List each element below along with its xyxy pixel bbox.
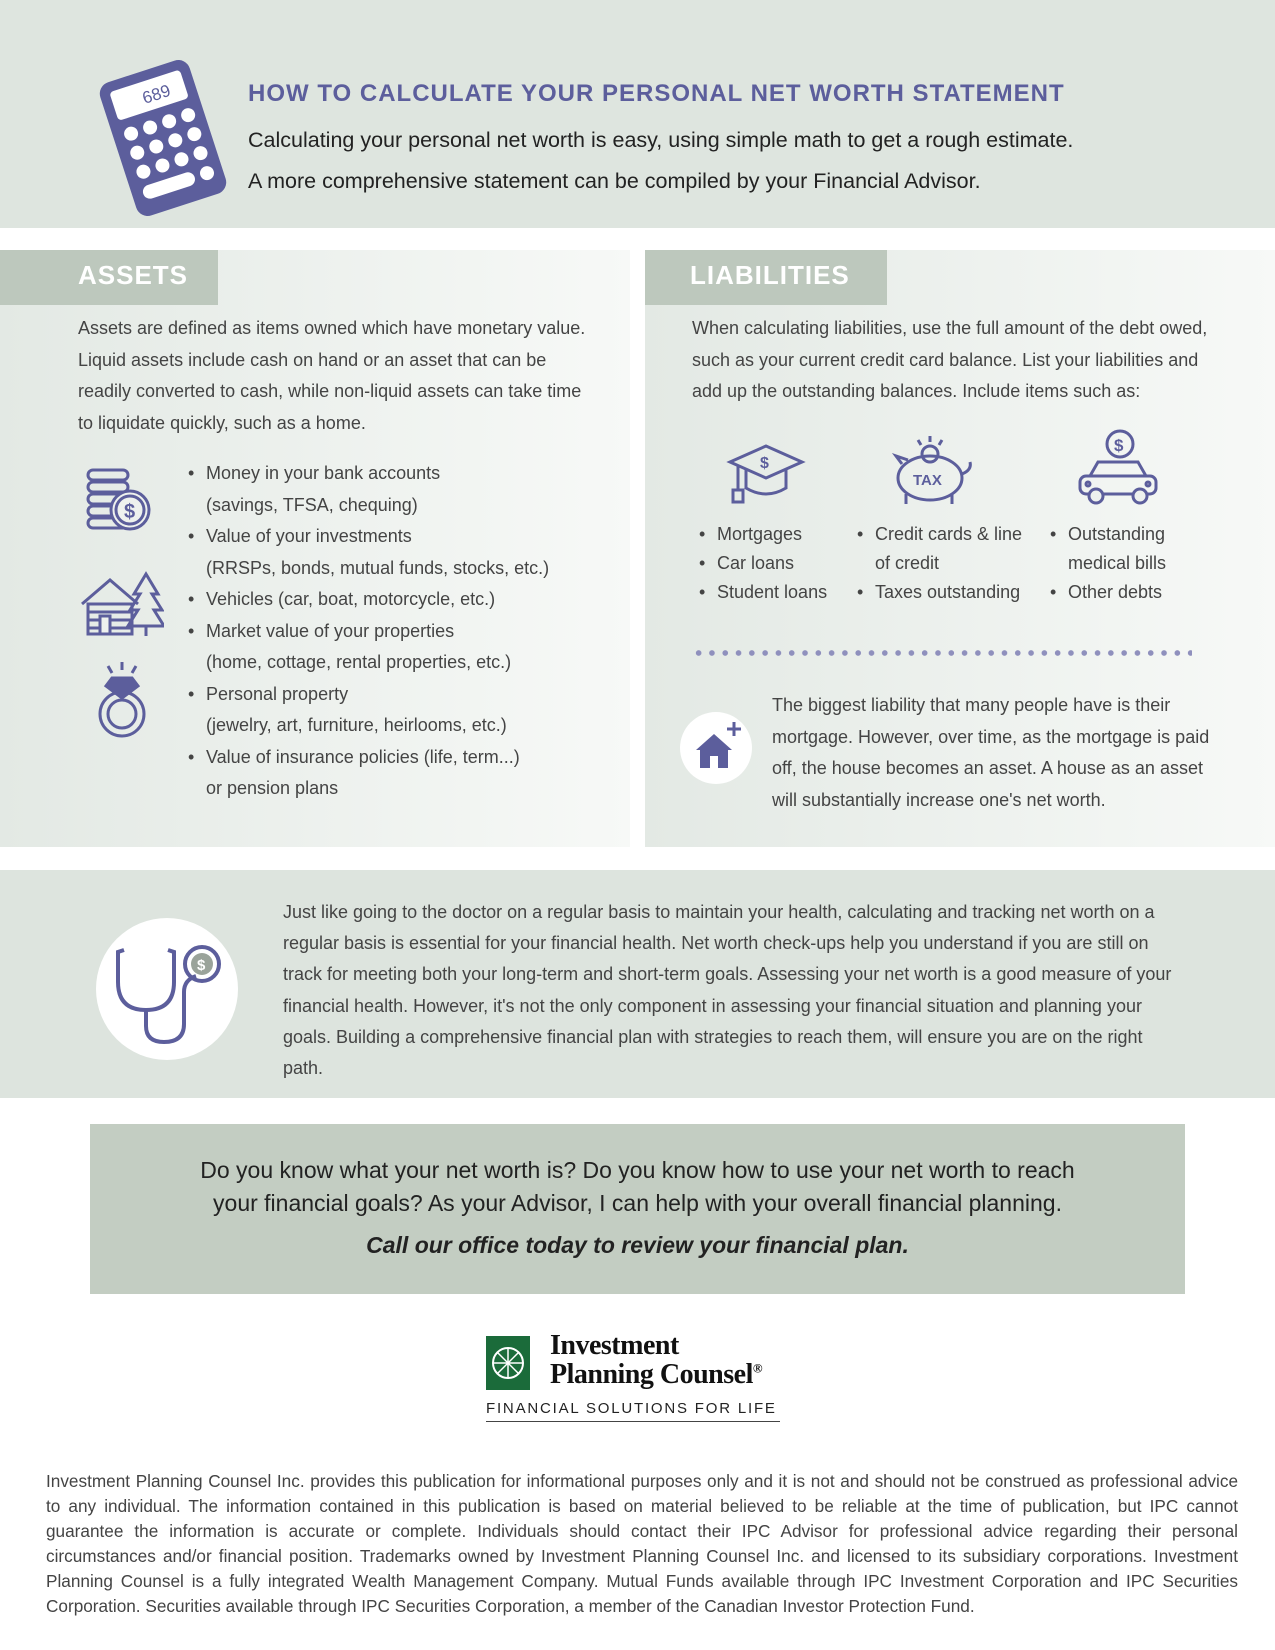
assets-description: Assets are defined as items owned which have monetary value. Liquid assets include cash on hand or an asset that can be readily converted to cash, while non-liquid assets can take time to liquidate quickly, such as a home. <box>78 318 586 433</box>
liabilities-column-1 <box>697 520 847 607</box>
house-plus-icon <box>680 712 752 784</box>
health-text: Just like going to the doctor on a regular basis to maintain your health, calculating and tracking net worth on a regular basis is essential for your financial health. Net worth check-ups help you understand if you are still on track for meeting both your long-term and short-term goals. Assessing your net worth is a good measure of your financial health. However, it's not the only component in assessing your financial situation and planning your goals. Building a comprehensive financial plan with strategies to reach them, will ensure you are on the right path. <box>283 902 1172 1079</box>
piggy-bank-tax-icon <box>888 434 974 508</box>
dotted-divider <box>692 650 1192 656</box>
list-item: • Taxes outstanding <box>855 578 1035 607</box>
cta-line-1: Do you know what your net worth is? Do you know how to use your net worth to reach <box>200 1157 1075 1183</box>
list-item: • Value of your investments (RRSPs, bonds, mutual funds, stocks, etc.) <box>186 521 606 584</box>
list-item: • Other debts <box>1048 578 1198 607</box>
list-item: • Value of insurance policies (life, term...) or pension plans <box>186 742 606 805</box>
ipc-logo-icon <box>486 1336 530 1390</box>
call-to-action <box>90 1124 1185 1294</box>
list-item: • Market value of your properties (home, cottage, rental properties, etc.) <box>186 616 606 679</box>
list-item: • Student loans <box>697 578 847 607</box>
disclaimer: Investment Planning Counsel Inc. provides this publication for informational purposes only and it is not and should not be construed as professional advice to any individual. The information contained in this publication is based on material believed to be reliable at the time of publication, but IPC cannot guarantee the information is accurate or complete. Individuals should contact their IPC Advisor for professional advice regarding their personal circumstances and/or financial position. Trademarks owned by Investment Planning Counsel Inc. and licensed to its subsidiary corporations. Investment Planning Counsel is a fully integrated Wealth Management Company. Mutual Funds available through IPC Investment Corporation and IPC Securities Corporation. Securities available through IPC Securities Corporation, a member of the Canadian Investor Protection Fund. <box>46 1471 1238 1616</box>
list-item: • Credit cards & line of credit <box>855 520 1035 578</box>
liabilities-column-3 <box>1048 520 1198 607</box>
liabilities-column-2 <box>855 520 1035 607</box>
ring-icon <box>90 660 154 740</box>
intro-line-1: Calculating your personal net worth is easy, using simple math to get a rough estimate. <box>248 128 1074 152</box>
car-dollar-icon <box>1076 428 1158 508</box>
cabin-icon <box>78 570 164 638</box>
liabilities-tab-label: LIABILITIES <box>645 250 887 305</box>
logo-name-line-2: Planning Counsel® <box>550 1359 763 1390</box>
svg-text:$: $ <box>124 501 136 523</box>
list-item: • Vehicles (car, boat, motorcycle, etc.) <box>186 584 606 616</box>
logo-name-line-1: Investment <box>550 1330 679 1361</box>
intro-line-2: A more comprehensive statement can be compiled by your Financial Advisor. <box>248 169 981 193</box>
house-note: The biggest liability that many people have is their mortgage. However, over time, as the mortgage is paid off, the house becomes an asset. A house as an asset will substantially increase one's net worth. <box>772 695 1210 810</box>
list-item: • Money in your bank accounts (savings, TFSA, chequing) <box>186 458 606 521</box>
svg-text:$: $ <box>1114 436 1124 455</box>
list-item: • Car loans <box>697 549 847 578</box>
logo-tagline: FINANCIAL SOLUTIONS FOR LIFE <box>486 1400 780 1422</box>
list-item: • Mortgages <box>697 520 847 549</box>
svg-text:$: $ <box>760 455 769 472</box>
cta-line-3: Call our office today to review your financial plan. <box>366 1232 909 1258</box>
graduation-cap-icon <box>726 440 806 506</box>
stethoscope-icon <box>96 918 238 1060</box>
list-item: • Personal property (jewelry, art, furniture, heirlooms, etc.) <box>186 679 606 742</box>
calculator-display: 689 <box>139 80 173 108</box>
page-title: HOW TO CALCULATE YOUR PERSONAL NET WORTH STATEMENT <box>248 80 1065 107</box>
svg-text:$: $ <box>197 957 206 974</box>
cta-line-2: your financial goals? As your Advisor, I can help with your overall financial planning. <box>213 1190 1062 1216</box>
assets-list <box>186 458 606 805</box>
tax-label: TAX <box>913 472 942 489</box>
list-item: • Outstanding medical bills <box>1048 520 1198 578</box>
liabilities-description: When calculating liabilities, use the full amount of the debt owed, such as your current credit card balance. List your liabilities and add up the outstanding balances. Include items such as: <box>692 318 1208 401</box>
header-banner <box>0 0 1275 228</box>
assets-tab-label: ASSETS <box>0 250 218 305</box>
coins-icon <box>82 462 154 534</box>
calculator-icon <box>98 58 228 218</box>
